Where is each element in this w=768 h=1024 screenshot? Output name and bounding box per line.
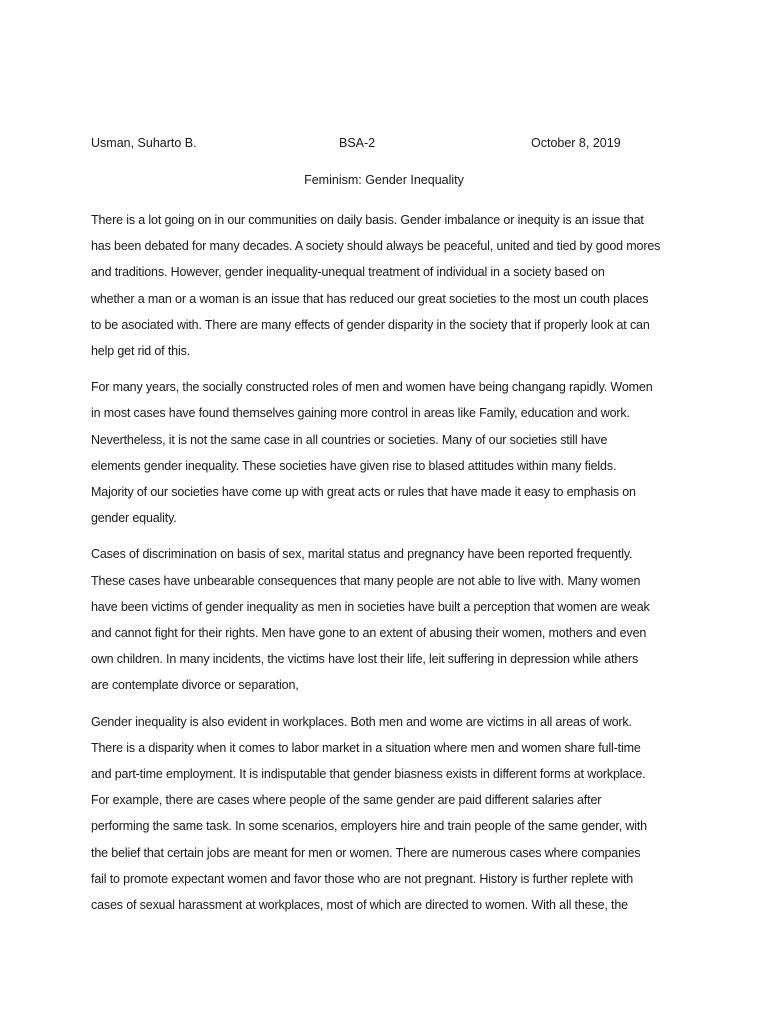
author-name: Usman, Suharto B. — [91, 136, 197, 150]
text-line: help get rid of this. — [91, 344, 190, 359]
class-code: BSA-2 — [339, 136, 376, 150]
text-line: There is a disparity when it comes to labor market in a situation where men and women share full-time — [91, 740, 641, 755]
document-title: Feminism: Gender Inequality — [304, 173, 464, 187]
text-line: Nevertheless, it is not the same case in all countries or societies. Many of our societies still have — [91, 432, 608, 447]
text-line: whether a man or a woman is an issue that has reduced our great societies to the most un couth places — [91, 291, 649, 306]
text-line: the belief that certain jobs are meant for men or women. There are numerous cases where companies — [91, 845, 641, 860]
text-line: There is a lot going on in our communities on daily basis. Gender imbalance or inequity is an issue that — [91, 213, 644, 227]
text-line: For example, there are cases where people of the same gender are paid different salaries after — [91, 793, 602, 808]
text-line: has been debated for many decades. A society should always be peaceful, united and tied by good mores — [91, 239, 661, 254]
text-line: are contemplate divorce or separation, — [91, 678, 299, 693]
text-line: For many years, the socially constructed roles of men and women have being changang rapidly. Women — [91, 380, 653, 395]
text-line: have been victims of gender inequality as men in societies have built a perception that women are weak — [91, 599, 650, 614]
text-line: gender equality. — [91, 511, 177, 526]
paragraph-1 — [91, 207, 691, 364]
text-line: and cannot fight for their rights. Men have gone to an extent of abusing their women, mothers and even — [91, 626, 647, 641]
document-header — [91, 133, 691, 153]
text-line: Majority of our societies have come up with great acts or rules that have made it easy to emphasis on — [91, 485, 636, 500]
document-body — [91, 207, 691, 928]
text-line: fail to promote expectant women and favor those who are not pregnant. History is further replete with — [91, 871, 634, 886]
text-line: cases of sexual harassment at workplaces, most of which are directed to women. With all these, the — [91, 898, 628, 913]
paragraph-4 — [91, 709, 691, 919]
paragraph-2 — [91, 374, 691, 531]
document-date: October 8, 2019 — [531, 136, 621, 150]
paragraph-3 — [91, 541, 691, 698]
text-line: Gender inequality is also evident in workplaces. Both men and wome are victims in all areas of work. — [91, 714, 632, 729]
text-line: in most cases have found themselves gaining more control in areas like Family, education and work. — [91, 406, 630, 421]
text-line: and part-time employment. It is indisputable that gender biasness exists in different forms at workplace. — [91, 767, 646, 782]
text-line: to be asociated with. There are many effects of gender disparity in the society that if properly look at can — [91, 317, 650, 332]
text-line: elements gender inequality. These societies have given rise to blased attitudes within many fields. — [91, 458, 617, 473]
text-line: and traditions. However, gender inequality-unequal treatment of individual in a society based on — [91, 265, 605, 280]
text-line: Cases of discrimination on basis of sex, marital status and pregnancy have been reported frequently. — [91, 547, 633, 562]
text-line: These cases have unbearable consequences that many people are not able to live with. Many women — [91, 573, 641, 588]
text-line: performing the same task. In some scenarios, employers hire and train people of the same gender, with — [91, 819, 647, 834]
text-line: own children. In many incidents, the victims have lost their life, leit suffering in depression while athers — [91, 652, 639, 667]
